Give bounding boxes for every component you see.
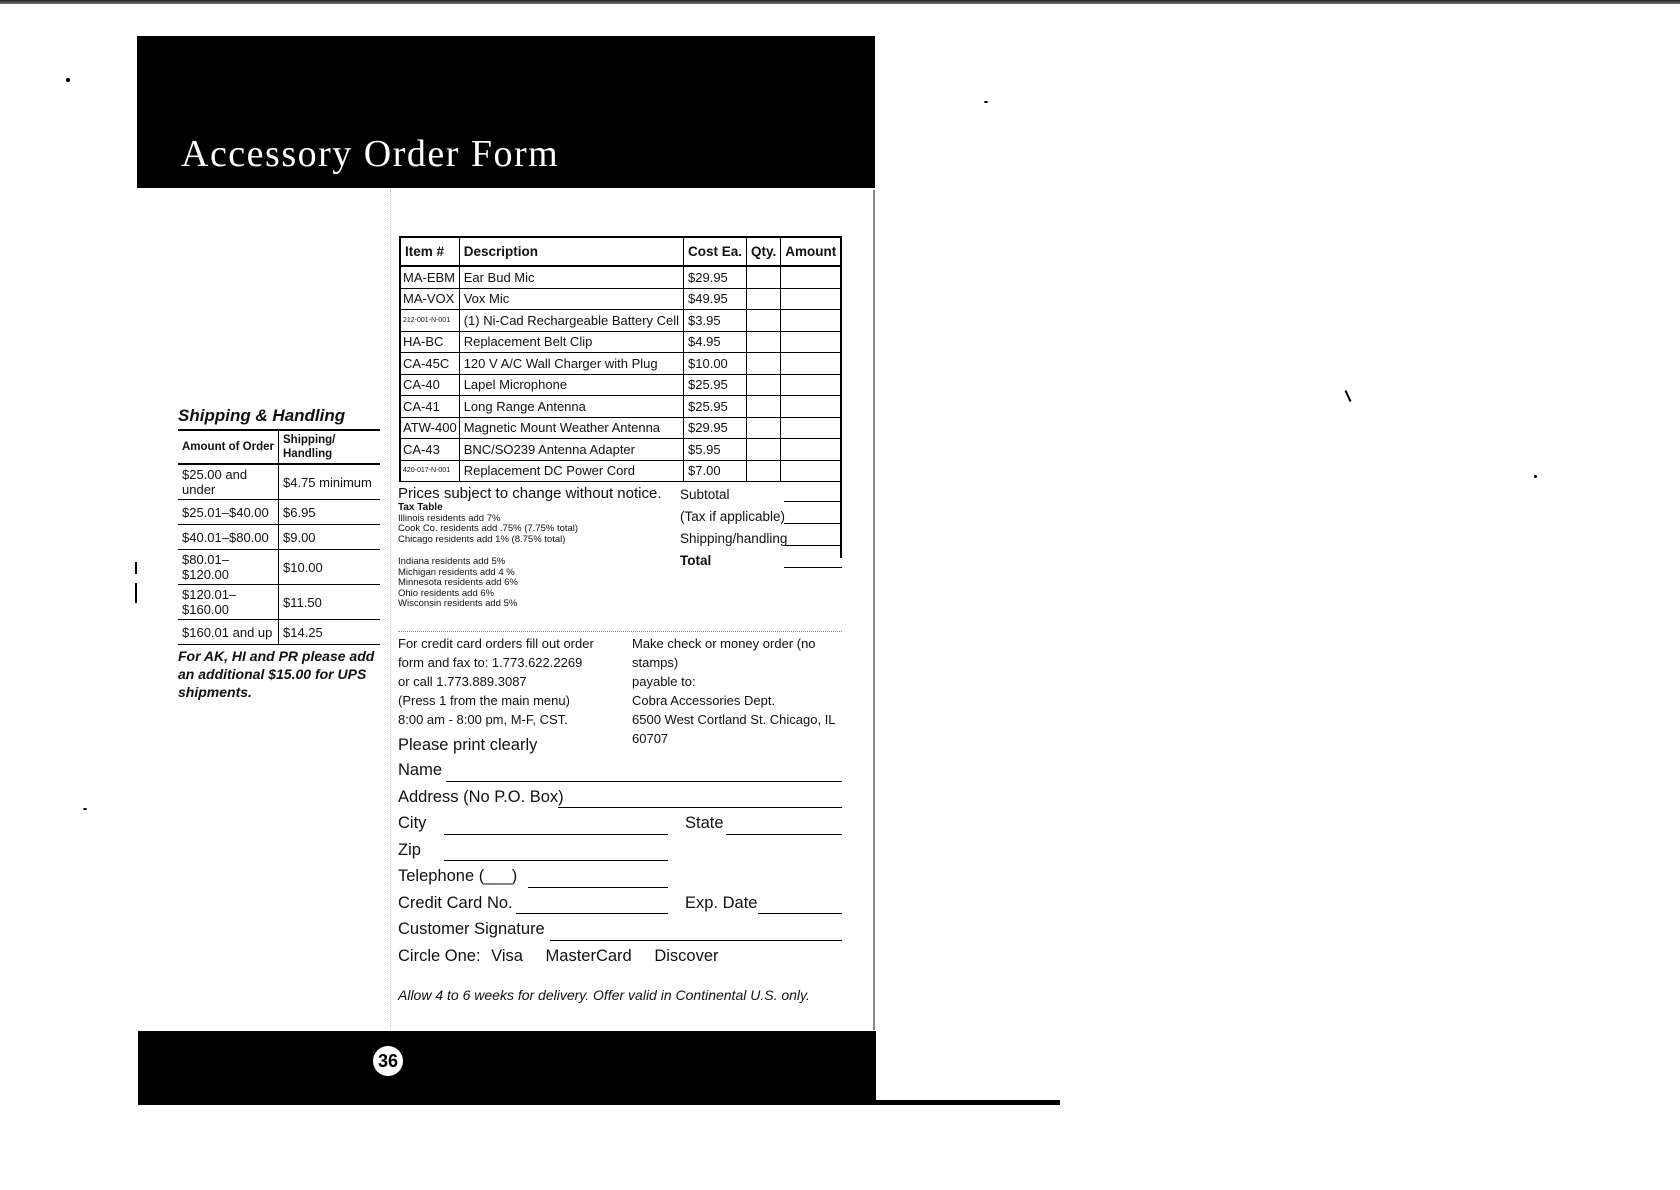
tax-table — [398, 503, 638, 610]
credit-card-field[interactable] — [516, 913, 668, 914]
shipping-col-charge: Shipping/ Handling — [279, 430, 381, 464]
item-cost: $4.95 — [684, 331, 747, 353]
qty-cell[interactable] — [747, 439, 781, 461]
col-amount: Amount — [781, 237, 842, 266]
page-number: 36 — [373, 1046, 403, 1076]
qty-cell[interactable] — [747, 266, 781, 288]
col-qty: Qty. — [747, 237, 781, 266]
tax-line: Indiana residents add 5% — [398, 556, 506, 567]
item-row — [400, 288, 841, 310]
qty-cell[interactable] — [747, 396, 781, 418]
item-cost: $10.00 — [684, 353, 747, 375]
col-item-number: Item # — [400, 237, 459, 266]
item-description: Ear Bud Mic — [459, 266, 683, 288]
subtotal-label: Subtotal — [680, 487, 730, 502]
subtotal-field[interactable] — [784, 501, 842, 502]
tax-line: Minnesota residents add 6% — [398, 577, 518, 588]
item-description: Magnetic Mount Weather Antenna — [459, 417, 683, 439]
item-description: BNC/SO239 Antenna Adapter — [459, 439, 683, 461]
scan-speck — [66, 78, 70, 82]
telephone-field[interactable] — [528, 887, 668, 888]
item-row — [400, 310, 841, 332]
item-cost: $25.95 — [684, 374, 747, 396]
item-number: CA-45C — [400, 353, 459, 375]
credit-line: 8:00 am - 8:00 pm, M-F, CST. — [398, 712, 568, 727]
tax-field[interactable] — [784, 523, 842, 524]
shipping-range: $80.01–$120.00 — [178, 550, 279, 585]
tax-table-title: Tax Table — [398, 502, 443, 513]
shipping-charge: $9.00 — [279, 525, 381, 550]
shipping-row — [178, 585, 380, 620]
zip-row — [398, 841, 842, 868]
items-table — [399, 236, 842, 482]
shipping-range: $25.01–$40.00 — [178, 500, 279, 525]
item-cost: $7.00 — [684, 460, 747, 482]
shipping-title: Shipping & Handling — [178, 406, 346, 425]
name-label: Name — [398, 761, 443, 779]
item-number: ATW-400 — [400, 417, 459, 439]
tax-row — [680, 506, 842, 528]
card-type-row — [398, 947, 842, 973]
zip-field[interactable] — [444, 860, 668, 861]
qty-cell[interactable] — [747, 310, 781, 332]
payable-line: Make check or money order (no stamps) — [632, 636, 816, 670]
payable-line: payable to: — [632, 674, 696, 689]
item-number: CA-43 — [400, 439, 459, 461]
scan-speck — [984, 101, 988, 103]
shipping-range: $25.00 and under — [178, 464, 279, 500]
state-field[interactable] — [726, 834, 842, 835]
shipping-range: $160.01 and up — [178, 620, 279, 645]
credit-line: (Press 1 from the main menu) — [398, 693, 570, 708]
amount-cell[interactable] — [781, 460, 842, 482]
item-row — [400, 396, 841, 418]
shipping-total-row — [680, 528, 842, 550]
telephone-row — [398, 867, 842, 894]
shipping-charge: $11.50 — [279, 585, 381, 620]
scan-speck — [1345, 390, 1352, 402]
city-label: City — [398, 814, 427, 832]
shipping-col-amount: Amount of Order — [178, 430, 279, 464]
item-description: Replacement Belt Clip — [459, 331, 683, 353]
subtotal-row — [680, 484, 842, 506]
total-row — [680, 550, 842, 572]
item-number: MA-EBM — [400, 266, 459, 288]
scan-speck — [135, 583, 137, 603]
scan-speck — [83, 808, 87, 810]
footer-edge — [876, 1100, 1060, 1105]
amount-cell[interactable] — [781, 374, 842, 396]
payable-info — [632, 634, 847, 748]
scan-speck — [1534, 475, 1537, 478]
shipping-row — [178, 550, 380, 585]
items-header-row — [400, 237, 841, 266]
col-cost: Cost Ea. — [684, 237, 747, 266]
name-field[interactable] — [446, 781, 842, 782]
credit-card-info — [398, 634, 628, 729]
total-label: Total — [680, 553, 712, 568]
credit-card-row — [398, 894, 842, 921]
shipping-header-row — [178, 430, 380, 464]
shipping-total-field[interactable] — [784, 545, 842, 546]
qty-cell[interactable] — [747, 288, 781, 310]
telephone-label: Telephone (___) — [398, 867, 518, 885]
credit-line: form and fax to: 1.773.622.2269 — [398, 655, 583, 670]
amount-cell[interactable] — [781, 417, 842, 439]
tax-line: Ohio residents add 6% — [398, 587, 495, 599]
shipping-range: $120.01–$160.00 — [178, 585, 279, 620]
qty-cell[interactable] — [747, 417, 781, 439]
exp-date-field[interactable] — [758, 913, 842, 914]
shipping-note: For AK, HI and PR please add an additional $15.00 for UPS shipments. — [178, 648, 375, 700]
qty-cell[interactable] — [747, 331, 781, 353]
tax-line: Michigan residents add 4 % — [398, 566, 515, 578]
item-row — [400, 374, 841, 396]
amount-cell[interactable] — [781, 266, 842, 288]
state-label: State — [685, 814, 724, 832]
item-number: 420-017-N-001 — [400, 460, 459, 482]
total-field[interactable] — [784, 567, 842, 568]
signature-row — [398, 920, 842, 947]
section-divider — [398, 631, 842, 632]
shipping-table — [178, 429, 380, 645]
col-description: Description — [459, 237, 683, 266]
item-number: HA-BC — [400, 331, 459, 353]
item-row — [400, 266, 841, 288]
item-description: Vox Mic — [459, 288, 683, 310]
item-cost: $5.95 — [684, 439, 747, 461]
tax-line: Illinois residents add 7% — [398, 512, 501, 524]
shipping-row — [178, 500, 380, 525]
payable-line: 6500 West Cortland St. Chicago, IL 60707 — [632, 712, 836, 746]
item-number: 212-001-N-001 — [400, 310, 459, 332]
totals-block — [680, 484, 842, 572]
print-clearly-label: Please print clearly — [398, 736, 538, 754]
tax-line: Wisconsin residents add 5% — [398, 598, 518, 609]
qty-cell[interactable] — [747, 353, 781, 375]
item-number: CA-41 — [400, 396, 459, 418]
item-description: Replacement DC Power Cord — [459, 460, 683, 482]
footer-band — [138, 1031, 876, 1105]
prices-note: Prices subject to change without notice. — [398, 485, 662, 502]
amount-cell[interactable] — [781, 288, 842, 310]
signature-label: Customer Signature — [398, 920, 545, 938]
circle-one-label: Circle One: — [398, 946, 481, 965]
item-description: Lapel Microphone — [459, 374, 683, 396]
page-title: Accessory Order Form — [181, 133, 560, 175]
item-row — [400, 353, 841, 375]
credit-line: For credit card orders fill out order — [398, 636, 594, 651]
shipping-total-label: Shipping/handling — [680, 531, 788, 546]
item-cost: $29.95 — [684, 417, 747, 439]
shipping-charge: $6.95 — [279, 500, 381, 525]
qty-cell[interactable] — [747, 374, 781, 396]
item-description: Long Range Antenna — [459, 396, 683, 418]
shipping-range: $40.01–$80.00 — [178, 525, 279, 550]
item-cost: $49.95 — [684, 288, 747, 310]
address-label: Address (No P.O. Box) — [398, 787, 564, 806]
card-option-visa[interactable]: Visa — [491, 946, 523, 965]
item-cost: $25.95 — [684, 396, 747, 418]
city-field[interactable] — [444, 834, 668, 835]
address-row — [398, 788, 842, 815]
item-description: (1) Ni-Cad Rechargeable Battery Cell — [459, 310, 683, 332]
column-divider — [390, 190, 392, 1030]
item-number: CA-40 — [400, 374, 459, 396]
name-row — [398, 761, 842, 788]
amount-cell[interactable] — [781, 439, 842, 461]
item-row — [400, 331, 841, 353]
header-band — [137, 36, 875, 188]
tax-line: Chicago residents add 1% (8.75% total) — [398, 533, 566, 545]
item-row — [400, 439, 841, 461]
shipping-row — [178, 620, 380, 645]
shipping-row — [178, 464, 380, 500]
shipping-row — [178, 525, 380, 550]
delivery-note: Allow 4 to 6 weeks for delivery. Offer valid in Continental U.S. only. — [398, 987, 810, 1003]
shipping-charge: $10.00 — [279, 550, 381, 585]
signature-field[interactable] — [550, 940, 842, 941]
item-cost: $3.95 — [684, 310, 747, 332]
amount-cell[interactable] — [781, 331, 842, 353]
shipping-handling-section — [178, 406, 380, 701]
card-option-mastercard[interactable]: MasterCard — [545, 946, 632, 965]
amount-cell[interactable] — [781, 353, 842, 375]
scan-speck — [135, 562, 137, 574]
zip-label: Zip — [398, 840, 421, 859]
address-field[interactable] — [558, 807, 842, 808]
credit-card-label: Credit Card No. — [398, 893, 513, 912]
item-row — [400, 460, 841, 482]
item-number: MA-VOX — [400, 288, 459, 310]
exp-date-label: Exp. Date — [685, 893, 758, 912]
item-row — [400, 417, 841, 439]
card-option-discover[interactable]: Discover — [654, 946, 719, 965]
item-cost: $29.95 — [684, 266, 747, 288]
scan-edge — [0, 0, 1680, 4]
item-description: 120 V A/C Wall Charger with Plug — [459, 353, 683, 375]
qty-cell[interactable] — [747, 460, 781, 482]
customer-form — [398, 736, 842, 973]
amount-cell[interactable] — [781, 396, 842, 418]
shipping-charge: $4.75 minimum — [279, 464, 381, 500]
credit-line: or call 1.773.889.3087 — [398, 674, 527, 689]
amount-cell[interactable] — [781, 310, 842, 332]
page-edge — [873, 190, 875, 1030]
payable-line: Cobra Accessories Dept. — [632, 693, 776, 708]
shipping-charge: $14.25 — [279, 620, 381, 645]
city-state-row — [398, 814, 842, 841]
tax-label: (Tax if applicable) — [680, 509, 786, 524]
tax-line: Cook Co. residents add .75% (7.75% total) — [398, 523, 579, 534]
